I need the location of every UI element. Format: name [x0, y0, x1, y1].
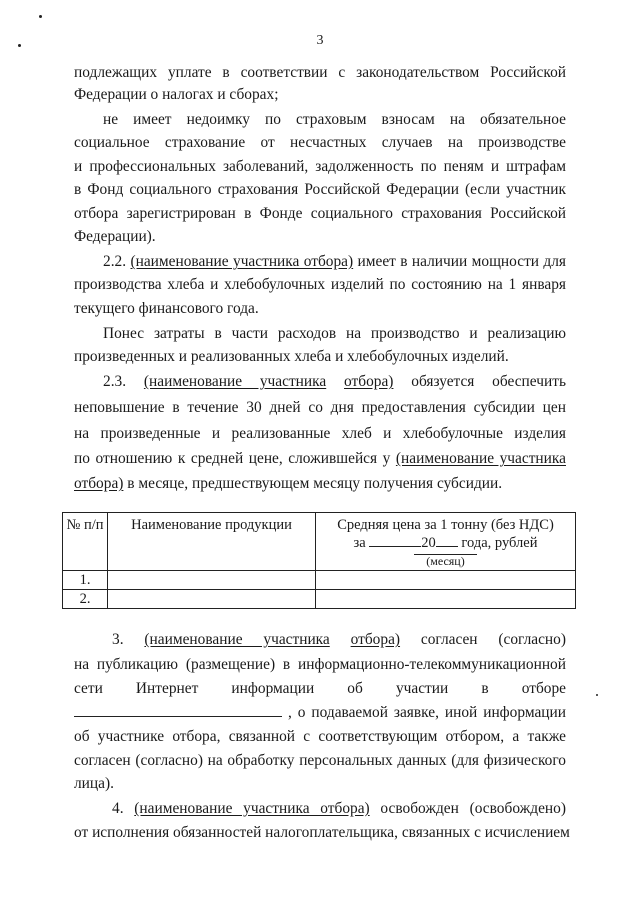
participant-name-placeholder: (наименование участника — [143, 373, 327, 390]
month-label: (месяц) — [414, 554, 476, 568]
section-2-3-line — [103, 372, 566, 391]
section-2-2-line — [103, 252, 566, 271]
text-line: об участнике отбора, связанной с соответствующим отбором, а также — [74, 728, 566, 745]
text-line: социальное страхование от несчастных случаев на производстве — [74, 134, 566, 151]
text-line: произведенных и реализованных хлеба и хлебобулочных изделий. — [74, 348, 509, 365]
text-line: Федерации). — [74, 228, 156, 245]
selection-name-blank — [74, 703, 282, 717]
row-product — [108, 571, 316, 590]
text-line: отбора зарегистрирован в Фонде социального страхования Российской — [74, 205, 566, 222]
table-row — [63, 590, 576, 609]
text-fragment: по отношению к средней цене, сложившейся у — [74, 450, 391, 467]
scan-speck — [39, 15, 42, 18]
text-fragment: имеет в наличии мощности для — [357, 253, 566, 270]
year-blank — [436, 534, 458, 547]
text-line: и профессиональных заболеваний, задолженность по пеням и штрафам — [74, 158, 566, 175]
text-line — [74, 474, 566, 493]
header-price-sub — [316, 552, 575, 568]
header-price — [316, 513, 576, 571]
header-product: Наименование продукции — [108, 513, 316, 571]
row-num: 1. — [63, 571, 108, 590]
text-line: на публикацию (размещение) в информационно-телекоммуникационной — [74, 656, 566, 673]
row-price — [316, 571, 576, 590]
header-price-line1: Средняя цена за 1 тонну (без НДС) — [337, 517, 554, 533]
text-line: текущего финансового года. — [74, 300, 259, 317]
section-3-line — [112, 630, 566, 649]
text-line: не имеет недоимку по страховым взносам на обязательное — [103, 111, 566, 128]
text-line: производства хлеба и хлебобулочных изделий по состоянию на 1 января — [74, 276, 566, 293]
text-fragment: , о подаваемой заявке, иной информации — [287, 704, 566, 721]
section-number: 3. — [112, 631, 124, 648]
participant-name-placeholder: отбора) — [350, 631, 401, 648]
text-line: сети Интернет информации об участии в отборе — [74, 680, 566, 697]
text-fragment: обязуется обеспечить — [411, 373, 566, 390]
row-price — [316, 590, 576, 609]
header-price-year: 20 — [421, 535, 436, 551]
text-line: в Фонд социального страхования Российской Федерации (если участник — [74, 181, 566, 198]
header-num: № п/п — [63, 513, 108, 571]
page-number: 3 — [316, 33, 324, 48]
text-line: подлежащих уплате в соответствии с законодательством Российской — [74, 64, 566, 81]
text-line: согласен (согласно) на обработку персональных данных (для физического — [74, 752, 566, 769]
table-row — [63, 571, 576, 590]
text-fragment: согласен (согласно) — [420, 631, 566, 648]
participant-name-placeholder: (наименование участника отбора) — [134, 800, 370, 817]
text-line: Федерации о налогах и сборах; — [74, 86, 279, 103]
row-num: 2. — [63, 590, 108, 609]
text-fragment: освобожден (освобождено) — [380, 800, 566, 817]
month-blank — [369, 534, 421, 547]
row-product — [108, 590, 316, 609]
text-line: неповышение в течение 30 дней со дня предоставления субсидии цен — [74, 399, 566, 416]
table-header-row — [63, 513, 576, 571]
participant-name-placeholder: (наименование участника — [144, 631, 330, 648]
text-fragment: в месяце, предшествующем месяцу получения субсидии. — [127, 475, 503, 492]
header-price-za: за — [353, 535, 366, 551]
section-number: 4. — [112, 800, 124, 817]
section-number: 2.2. — [103, 253, 127, 270]
scan-speck — [596, 694, 598, 696]
section-number: 2.3. — [103, 373, 127, 390]
text-line: лица). — [74, 775, 114, 792]
participant-name-placeholder: отбора) — [344, 373, 394, 390]
price-table — [62, 512, 576, 609]
text-line: на произведенные и реализованные хлеб и хлебобулочные изделия — [74, 425, 566, 442]
text-line — [74, 449, 566, 468]
participant-name-placeholder: отбора) — [74, 475, 124, 492]
section-4-line — [112, 799, 566, 818]
participant-name-placeholder: (наименование участника — [395, 450, 566, 467]
header-price-suffix: года, рублей — [461, 535, 538, 551]
text-line: от исполнения обязанностей налогоплательщика, связанных с исчислением — [74, 824, 570, 841]
text-line — [74, 703, 566, 722]
text-line: Понес затраты в части расходов на производство и реализацию — [103, 325, 566, 342]
participant-name-placeholder: (наименование участника отбора) — [130, 253, 354, 270]
header-price-line2 — [316, 534, 575, 552]
